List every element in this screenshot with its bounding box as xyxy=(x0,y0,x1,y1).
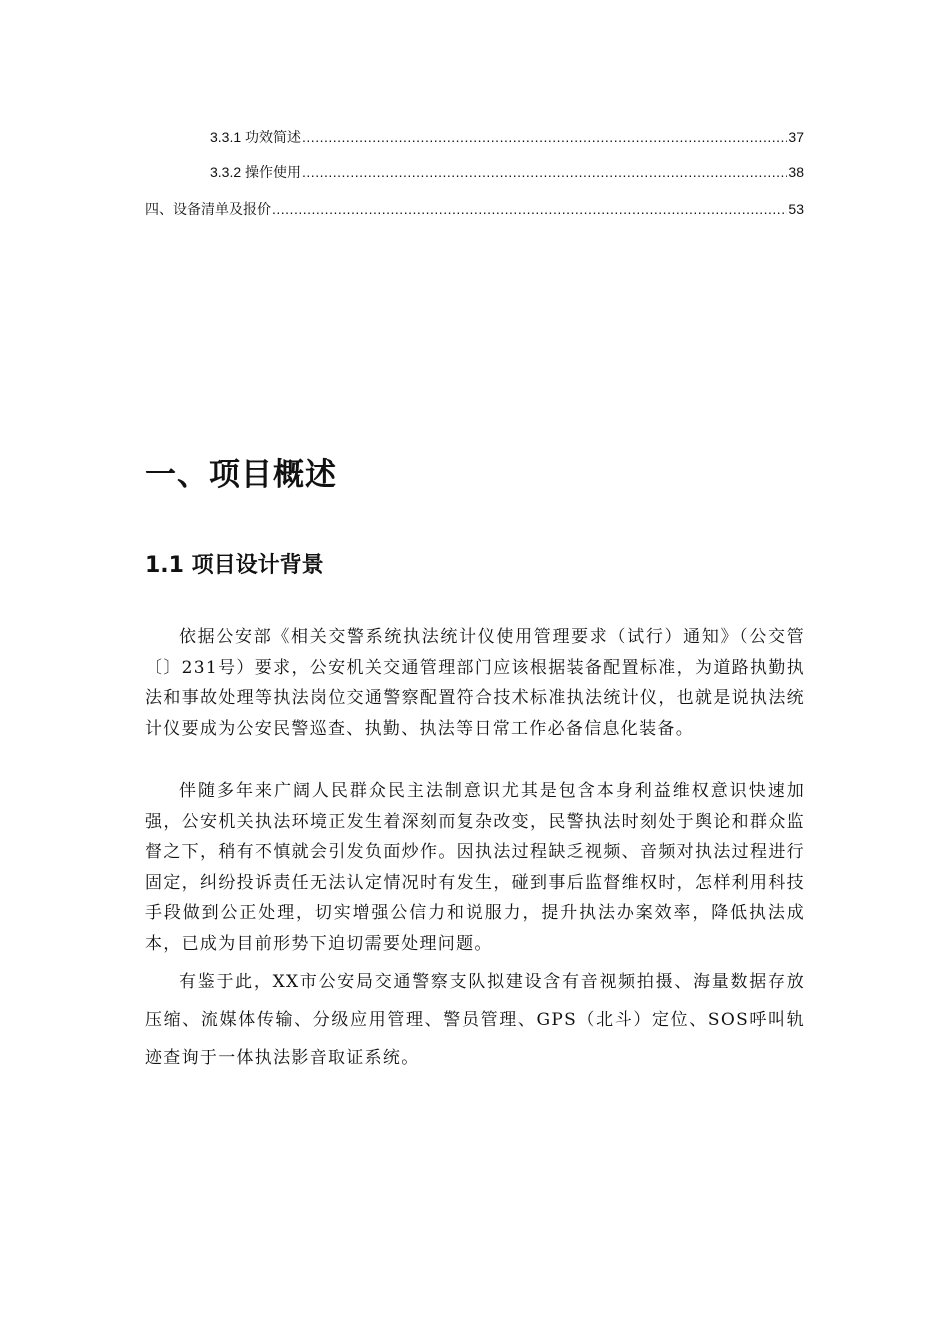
toc-entry[interactable] xyxy=(210,128,804,146)
subsection-heading: 1.1 项目设计背景 xyxy=(145,553,324,578)
toc-entry-label: 3.3.2 操作使用 xyxy=(210,164,302,180)
toc-leader-dots xyxy=(302,128,787,146)
toc-entry-page: 38 xyxy=(788,164,804,180)
body-paragraph: 有鉴于此，XX市公安局交通警察支队拟建设含有音视频拍摄、海量数据存放压缩、流媒体传输、分级应用管理、警员管理、GPS（北斗）定位、SOS呼叫轨迹查询于一体执法影音取证系统。 xyxy=(145,972,805,1068)
body-paragraph: 伴随多年来广阔人民群众民主法制意识尤其是包含本身利益维权意识快速加强，公安机关执法环境正发生着深刻而复杂改变，民警执法时刻处于舆论和群众监督之下，稍有不慎就会引发负面炒作。因执法过程缺乏视频、音频对执法过程进行固定，纠纷投诉责任无法认定情况时有发生，碰到事后监督维权时，怎样利用科技手段做到公正处理，切实增强公信力和说服力，提升执法办案效率，降低执法成本，已成为目前形势下迫切需要处理问题。 xyxy=(145,781,805,954)
toc-entry[interactable] xyxy=(145,200,804,218)
body-paragraph: 依据公安部《相关交警系统执法统计仪使用管理要求（试行）通知》（公交管〔〕231号）要求，公安机关交通管理部门应该根据装备配置标准，为道路执勤执法和事故处理等执法岗位交通警察配置符合技术标准执法统计仪，也就是说执法统计仪要成为公安民警巡查、执勤、执法等日常工作必备信息化装备。 xyxy=(145,627,805,739)
toc-leader-dots xyxy=(272,200,787,218)
toc-entry-label: 四、设备清单及报价 xyxy=(145,201,271,217)
toc-entry[interactable] xyxy=(210,163,804,181)
toc-entry-page: 37 xyxy=(788,129,804,145)
section-heading: 一、项目概述 xyxy=(145,457,337,493)
toc-entry-label: 3.3.1 功效简述 xyxy=(210,129,302,145)
toc-leader-dots xyxy=(302,163,787,181)
toc-entry-page: 53 xyxy=(788,201,804,217)
